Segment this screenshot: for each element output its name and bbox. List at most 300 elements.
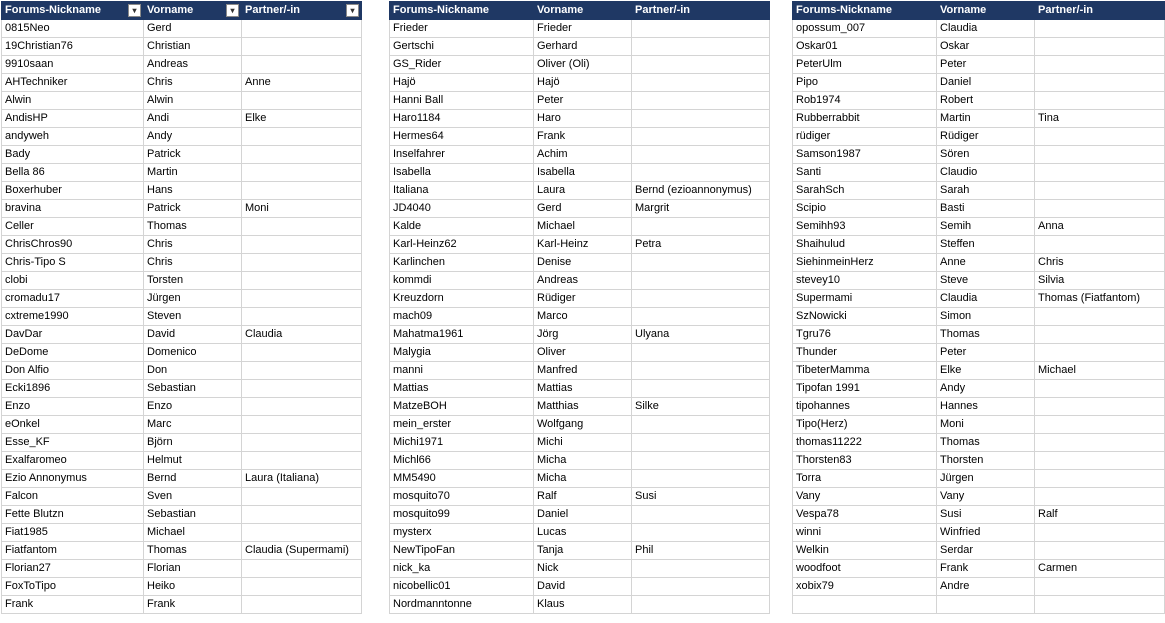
cell-firstname[interactable]: Torsten xyxy=(144,272,242,290)
cell-partner[interactable]: Elke xyxy=(242,110,362,128)
cell-firstname[interactable]: Rüdiger xyxy=(534,290,632,308)
cell-partner[interactable]: Bernd (ezioannonymus) xyxy=(632,182,770,200)
cell-firstname[interactable]: Sven xyxy=(144,488,242,506)
cell-partner[interactable] xyxy=(1035,434,1165,452)
cell-firstname[interactable]: Oliver xyxy=(534,344,632,362)
cell-firstname[interactable]: Haro xyxy=(534,110,632,128)
cell-firstname[interactable]: Elke xyxy=(937,362,1035,380)
cell-partner[interactable] xyxy=(1035,398,1165,416)
cell-firstname[interactable]: Frieder xyxy=(534,20,632,38)
cell-firstname[interactable]: Enzo xyxy=(144,398,242,416)
cell-partner[interactable] xyxy=(1035,578,1165,596)
cell-partner[interactable]: Phil xyxy=(632,542,770,560)
cell-nickname[interactable]: Karl-Heinz62 xyxy=(390,236,534,254)
header-firstname[interactable]: Vorname xyxy=(534,2,632,20)
cell-firstname[interactable]: Sebastian xyxy=(144,506,242,524)
cell-partner[interactable] xyxy=(1035,344,1165,362)
header-nickname[interactable]: Forums-Nickname xyxy=(390,2,534,20)
cell-nickname[interactable]: thomas11222 xyxy=(793,434,937,452)
cell-nickname[interactable]: bravina xyxy=(2,200,144,218)
cell-nickname[interactable]: Esse_KF xyxy=(2,434,144,452)
cell-nickname[interactable]: DeDome xyxy=(2,344,144,362)
cell-firstname[interactable]: Gerd xyxy=(534,200,632,218)
cell-partner[interactable] xyxy=(242,578,362,596)
cell-nickname[interactable]: winni xyxy=(793,524,937,542)
cell-firstname[interactable]: Daniel xyxy=(937,74,1035,92)
cell-partner[interactable] xyxy=(242,182,362,200)
cell-partner[interactable] xyxy=(632,92,770,110)
cell-partner[interactable]: Anna xyxy=(1035,218,1165,236)
cell-partner[interactable]: Silvia xyxy=(1035,272,1165,290)
cell-nickname[interactable]: Tipofan 1991 xyxy=(793,380,937,398)
cell-nickname[interactable]: stevey10 xyxy=(793,272,937,290)
cell-nickname[interactable]: Hermes64 xyxy=(390,128,534,146)
cell-firstname[interactable]: Thomas xyxy=(937,434,1035,452)
cell-partner[interactable] xyxy=(242,254,362,272)
cell-partner[interactable] xyxy=(242,164,362,182)
cell-partner[interactable] xyxy=(242,272,362,290)
cell-nickname[interactable]: cxtreme1990 xyxy=(2,308,144,326)
cell-partner[interactable] xyxy=(1035,164,1165,182)
cell-partner[interactable] xyxy=(1035,542,1165,560)
cell-firstname[interactable]: Matthias xyxy=(534,398,632,416)
cell-partner[interactable] xyxy=(1035,38,1165,56)
cell-nickname[interactable]: GS_Rider xyxy=(390,56,534,74)
cell-partner[interactable]: Michael xyxy=(1035,362,1165,380)
cell-partner[interactable]: Margrit xyxy=(632,200,770,218)
cell-nickname[interactable]: Michl66 xyxy=(390,452,534,470)
cell-partner[interactable] xyxy=(1035,596,1165,614)
cell-firstname[interactable]: Jürgen xyxy=(937,470,1035,488)
cell-nickname[interactable]: nick_ka xyxy=(390,560,534,578)
cell-firstname[interactable]: Martin xyxy=(937,110,1035,128)
cell-partner[interactable]: Carmen xyxy=(1035,560,1165,578)
cell-nickname[interactable]: Oskar01 xyxy=(793,38,937,56)
cell-nickname[interactable]: Mattias xyxy=(390,380,534,398)
cell-firstname[interactable]: David xyxy=(144,326,242,344)
cell-firstname[interactable]: Sarah xyxy=(937,182,1035,200)
cell-firstname[interactable]: Micha xyxy=(534,452,632,470)
cell-partner[interactable] xyxy=(242,146,362,164)
cell-partner[interactable] xyxy=(632,506,770,524)
cell-partner[interactable] xyxy=(242,452,362,470)
cell-nickname[interactable]: Thunder xyxy=(793,344,937,362)
cell-nickname[interactable]: Gertschi xyxy=(390,38,534,56)
cell-partner[interactable]: Claudia xyxy=(242,326,362,344)
cell-firstname[interactable]: Björn xyxy=(144,434,242,452)
cell-firstname[interactable]: Thomas xyxy=(144,218,242,236)
cell-partner[interactable] xyxy=(242,56,362,74)
cell-partner[interactable] xyxy=(1035,182,1165,200)
cell-firstname[interactable]: Hajö xyxy=(534,74,632,92)
cell-nickname[interactable]: Supermami xyxy=(793,290,937,308)
cell-firstname[interactable]: Gerd xyxy=(144,20,242,38)
cell-partner[interactable]: Moni xyxy=(242,200,362,218)
cell-nickname[interactable]: Malygia xyxy=(390,344,534,362)
cell-partner[interactable] xyxy=(632,164,770,182)
cell-partner[interactable] xyxy=(632,272,770,290)
cell-firstname[interactable]: Domenico xyxy=(144,344,242,362)
cell-partner[interactable] xyxy=(632,74,770,92)
cell-nickname[interactable]: SiehinmeinHerz xyxy=(793,254,937,272)
cell-partner[interactable]: Anne xyxy=(242,74,362,92)
cell-firstname[interactable]: Florian xyxy=(144,560,242,578)
cell-nickname[interactable]: Welkin xyxy=(793,542,937,560)
cell-firstname[interactable]: Serdar xyxy=(937,542,1035,560)
cell-nickname[interactable]: Santi xyxy=(793,164,937,182)
cell-nickname[interactable]: Falcon xyxy=(2,488,144,506)
cell-firstname[interactable]: Steffen xyxy=(937,236,1035,254)
cell-firstname[interactable]: Sören xyxy=(937,146,1035,164)
cell-partner[interactable] xyxy=(1035,92,1165,110)
cell-firstname[interactable]: Peter xyxy=(937,56,1035,74)
header-partner[interactable]: Partner/-in xyxy=(632,2,770,20)
cell-firstname[interactable]: David xyxy=(534,578,632,596)
cell-firstname[interactable]: Patrick xyxy=(144,146,242,164)
cell-partner[interactable] xyxy=(632,416,770,434)
cell-nickname[interactable]: Rob1974 xyxy=(793,92,937,110)
cell-partner[interactable] xyxy=(1035,308,1165,326)
cell-nickname[interactable]: Fette Blutzn xyxy=(2,506,144,524)
cell-nickname[interactable]: Kalde xyxy=(390,218,534,236)
cell-firstname[interactable]: Andreas xyxy=(144,56,242,74)
cell-firstname[interactable]: Andi xyxy=(144,110,242,128)
cell-partner[interactable] xyxy=(1035,380,1165,398)
cell-nickname[interactable]: MM5490 xyxy=(390,470,534,488)
cell-partner[interactable] xyxy=(1035,524,1165,542)
cell-partner[interactable] xyxy=(1035,74,1165,92)
cell-partner[interactable] xyxy=(632,362,770,380)
cell-partner[interactable] xyxy=(242,92,362,110)
cell-nickname[interactable]: Vespa78 xyxy=(793,506,937,524)
cell-firstname[interactable]: Jörg xyxy=(534,326,632,344)
cell-partner[interactable] xyxy=(632,344,770,362)
cell-nickname[interactable]: Hajö xyxy=(390,74,534,92)
cell-partner[interactable] xyxy=(1035,416,1165,434)
cell-firstname[interactable]: Andre xyxy=(937,578,1035,596)
cell-partner[interactable] xyxy=(632,128,770,146)
cell-partner[interactable] xyxy=(1035,200,1165,218)
cell-firstname[interactable]: Hans xyxy=(144,182,242,200)
cell-firstname[interactable]: Tanja xyxy=(534,542,632,560)
cell-firstname[interactable]: Mattias xyxy=(534,380,632,398)
cell-nickname[interactable]: eOnkel xyxy=(2,416,144,434)
cell-nickname[interactable]: DavDar xyxy=(2,326,144,344)
header-firstname[interactable] xyxy=(144,2,242,20)
filter-dropdown-icon[interactable]: ▾ xyxy=(346,4,359,17)
cell-nickname[interactable]: Semihh93 xyxy=(793,218,937,236)
cell-nickname[interactable]: rüdiger xyxy=(793,128,937,146)
cell-nickname[interactable]: Isabella xyxy=(390,164,534,182)
cell-firstname[interactable]: Frank xyxy=(937,560,1035,578)
cell-partner[interactable]: Laura (Italiana) xyxy=(242,470,362,488)
cell-partner[interactable] xyxy=(242,398,362,416)
cell-firstname[interactable]: Bernd xyxy=(144,470,242,488)
cell-nickname[interactable]: AndisHP xyxy=(2,110,144,128)
cell-nickname[interactable]: Don Alfio xyxy=(2,362,144,380)
cell-firstname[interactable]: Daniel xyxy=(534,506,632,524)
cell-firstname[interactable]: Hannes xyxy=(937,398,1035,416)
cell-firstname[interactable]: Anne xyxy=(937,254,1035,272)
cell-firstname[interactable]: Vany xyxy=(937,488,1035,506)
cell-partner[interactable] xyxy=(1035,20,1165,38)
cell-nickname[interactable]: mosquito99 xyxy=(390,506,534,524)
cell-firstname[interactable]: Chris xyxy=(144,236,242,254)
cell-nickname[interactable]: 9910saan xyxy=(2,56,144,74)
cell-nickname[interactable]: JD4040 xyxy=(390,200,534,218)
cell-nickname[interactable]: TibeterMamma xyxy=(793,362,937,380)
cell-partner[interactable] xyxy=(1035,146,1165,164)
cell-firstname[interactable]: Rüdiger xyxy=(937,128,1035,146)
cell-partner[interactable] xyxy=(1035,56,1165,74)
sort-filter-icon[interactable]: ▾ xyxy=(128,4,141,17)
header-nickname[interactable]: Forums-Nickname xyxy=(793,2,937,20)
cell-firstname[interactable]: Isabella xyxy=(534,164,632,182)
cell-nickname[interactable]: mosquito70 xyxy=(390,488,534,506)
cell-nickname[interactable]: Torra xyxy=(793,470,937,488)
cell-firstname[interactable]: Martin xyxy=(144,164,242,182)
cell-firstname[interactable]: Steve xyxy=(937,272,1035,290)
cell-firstname[interactable]: Basti xyxy=(937,200,1035,218)
cell-partner[interactable] xyxy=(242,308,362,326)
cell-firstname[interactable]: Manfred xyxy=(534,362,632,380)
header-nickname[interactable] xyxy=(2,2,144,20)
cell-firstname[interactable]: Frank xyxy=(534,128,632,146)
cell-firstname[interactable]: Moni xyxy=(937,416,1035,434)
cell-partner[interactable] xyxy=(632,578,770,596)
cell-partner[interactable] xyxy=(242,380,362,398)
cell-firstname[interactable]: Gerhard xyxy=(534,38,632,56)
cell-partner[interactable] xyxy=(242,290,362,308)
cell-partner[interactable]: Tina xyxy=(1035,110,1165,128)
cell-partner[interactable] xyxy=(632,254,770,272)
cell-partner[interactable]: Petra xyxy=(632,236,770,254)
cell-partner[interactable] xyxy=(1035,470,1165,488)
cell-nickname[interactable]: mein_erster xyxy=(390,416,534,434)
cell-nickname[interactable]: ChrisChros90 xyxy=(2,236,144,254)
cell-partner[interactable] xyxy=(632,20,770,38)
cell-nickname[interactable]: xobix79 xyxy=(793,578,937,596)
cell-nickname[interactable]: Pipo xyxy=(793,74,937,92)
cell-nickname[interactable]: kommdi xyxy=(390,272,534,290)
cell-firstname[interactable]: Peter xyxy=(534,92,632,110)
cell-firstname[interactable]: Peter xyxy=(937,344,1035,362)
cell-nickname[interactable]: 0815Neo xyxy=(2,20,144,38)
cell-firstname[interactable]: Andy xyxy=(144,128,242,146)
cell-nickname[interactable]: Exalfaromeo xyxy=(2,452,144,470)
cell-nickname[interactable]: Ezio Annonymus xyxy=(2,470,144,488)
cell-partner[interactable] xyxy=(632,560,770,578)
cell-nickname[interactable]: manni xyxy=(390,362,534,380)
cell-partner[interactable] xyxy=(242,506,362,524)
cell-firstname[interactable]: Oskar xyxy=(937,38,1035,56)
cell-firstname[interactable]: Oliver (Oli) xyxy=(534,56,632,74)
cell-nickname[interactable]: Boxerhuber xyxy=(2,182,144,200)
cell-firstname[interactable]: Helmut xyxy=(144,452,242,470)
cell-nickname[interactable]: Shaihulud xyxy=(793,236,937,254)
cell-nickname[interactable]: mysterx xyxy=(390,524,534,542)
cell-firstname[interactable]: Karl-Heinz xyxy=(534,236,632,254)
cell-nickname[interactable]: Alwin xyxy=(2,92,144,110)
cell-nickname[interactable]: Celler xyxy=(2,218,144,236)
cell-firstname[interactable]: Marc xyxy=(144,416,242,434)
cell-firstname[interactable]: Micha xyxy=(534,470,632,488)
cell-firstname[interactable]: Marco xyxy=(534,308,632,326)
cell-firstname[interactable]: Wolfgang xyxy=(534,416,632,434)
cell-nickname[interactable]: woodfoot xyxy=(793,560,937,578)
cell-partner[interactable] xyxy=(242,524,362,542)
cell-firstname[interactable]: Claudia xyxy=(937,20,1035,38)
cell-nickname[interactable]: Ecki1896 xyxy=(2,380,144,398)
cell-partner[interactable] xyxy=(632,56,770,74)
header-partner[interactable] xyxy=(242,2,362,20)
cell-firstname[interactable]: Michi xyxy=(534,434,632,452)
cell-firstname[interactable] xyxy=(937,596,1035,614)
cell-partner[interactable] xyxy=(1035,236,1165,254)
cell-nickname[interactable]: Scipio xyxy=(793,200,937,218)
cell-nickname[interactable]: Bady xyxy=(2,146,144,164)
cell-partner[interactable] xyxy=(632,308,770,326)
cell-firstname[interactable]: Heiko xyxy=(144,578,242,596)
cell-partner[interactable] xyxy=(632,434,770,452)
cell-firstname[interactable]: Susi xyxy=(937,506,1035,524)
cell-nickname[interactable]: Rubberrabbit xyxy=(793,110,937,128)
cell-nickname[interactable]: Samson1987 xyxy=(793,146,937,164)
cell-partner[interactable] xyxy=(632,524,770,542)
cell-nickname[interactable]: Nordmanntonne xyxy=(390,596,534,614)
cell-firstname[interactable]: Jürgen xyxy=(144,290,242,308)
cell-partner[interactable] xyxy=(1035,488,1165,506)
cell-partner[interactable] xyxy=(242,434,362,452)
cell-partner[interactable] xyxy=(242,488,362,506)
cell-nickname[interactable]: mach09 xyxy=(390,308,534,326)
cell-partner[interactable]: Silke xyxy=(632,398,770,416)
cell-partner[interactable]: Thomas (Fiatfantom) xyxy=(1035,290,1165,308)
cell-firstname[interactable]: Semih xyxy=(937,218,1035,236)
cell-firstname[interactable]: Claudio xyxy=(937,164,1035,182)
cell-nickname[interactable]: Florian27 xyxy=(2,560,144,578)
cell-partner[interactable] xyxy=(242,38,362,56)
cell-nickname[interactable]: Tipo(Herz) xyxy=(793,416,937,434)
cell-firstname[interactable]: Christian xyxy=(144,38,242,56)
cell-nickname[interactable]: 19Christian76 xyxy=(2,38,144,56)
cell-nickname[interactable]: AHTechniker xyxy=(2,74,144,92)
cell-partner[interactable] xyxy=(242,362,362,380)
cell-partner[interactable] xyxy=(632,470,770,488)
cell-nickname[interactable]: Tgru76 xyxy=(793,326,937,344)
cell-nickname[interactable]: andyweh xyxy=(2,128,144,146)
header-firstname[interactable]: Vorname xyxy=(937,2,1035,20)
cell-partner[interactable] xyxy=(1035,326,1165,344)
cell-nickname[interactable]: Inselfahrer xyxy=(390,146,534,164)
cell-partner[interactable] xyxy=(242,344,362,362)
cell-nickname[interactable]: Chris-Tipo S xyxy=(2,254,144,272)
cell-partner[interactable] xyxy=(632,110,770,128)
cell-partner[interactable] xyxy=(242,236,362,254)
cell-partner[interactable]: Ulyana xyxy=(632,326,770,344)
cell-nickname[interactable]: Thorsten83 xyxy=(793,452,937,470)
cell-firstname[interactable]: Nick xyxy=(534,560,632,578)
cell-firstname[interactable]: Sebastian xyxy=(144,380,242,398)
cell-nickname[interactable]: tipohannes xyxy=(793,398,937,416)
cell-nickname[interactable]: Italiana xyxy=(390,182,534,200)
cell-partner[interactable] xyxy=(632,452,770,470)
cell-nickname[interactable]: opossum_007 xyxy=(793,20,937,38)
cell-firstname[interactable]: Chris xyxy=(144,74,242,92)
cell-nickname[interactable] xyxy=(793,596,937,614)
cell-nickname[interactable]: Mahatma1961 xyxy=(390,326,534,344)
cell-nickname[interactable]: Hanni Ball xyxy=(390,92,534,110)
cell-firstname[interactable]: Klaus xyxy=(534,596,632,614)
cell-nickname[interactable]: Frank xyxy=(2,596,144,614)
cell-firstname[interactable]: Ralf xyxy=(534,488,632,506)
cell-firstname[interactable]: Chris xyxy=(144,254,242,272)
cell-nickname[interactable]: FoxToTipo xyxy=(2,578,144,596)
cell-nickname[interactable]: SarahSch xyxy=(793,182,937,200)
cell-nickname[interactable]: Fiat1985 xyxy=(2,524,144,542)
cell-nickname[interactable]: Michi1971 xyxy=(390,434,534,452)
cell-partner[interactable] xyxy=(632,146,770,164)
cell-firstname[interactable]: Andy xyxy=(937,380,1035,398)
cell-nickname[interactable]: Kreuzdorn xyxy=(390,290,534,308)
cell-firstname[interactable]: Thomas xyxy=(937,326,1035,344)
cell-firstname[interactable]: Alwin xyxy=(144,92,242,110)
cell-firstname[interactable]: Thomas xyxy=(144,542,242,560)
cell-partner[interactable] xyxy=(242,596,362,614)
cell-nickname[interactable]: Bella 86 xyxy=(2,164,144,182)
cell-firstname[interactable]: Frank xyxy=(144,596,242,614)
cell-partner[interactable] xyxy=(242,416,362,434)
cell-firstname[interactable]: Denise xyxy=(534,254,632,272)
cell-firstname[interactable]: Michael xyxy=(144,524,242,542)
cell-firstname[interactable]: Achim xyxy=(534,146,632,164)
cell-firstname[interactable]: Lucas xyxy=(534,524,632,542)
cell-partner[interactable] xyxy=(632,290,770,308)
cell-nickname[interactable]: SzNowicki xyxy=(793,308,937,326)
cell-firstname[interactable]: Claudia xyxy=(937,290,1035,308)
cell-firstname[interactable]: Don xyxy=(144,362,242,380)
cell-firstname[interactable]: Winfried xyxy=(937,524,1035,542)
cell-nickname[interactable]: MatzeBOH xyxy=(390,398,534,416)
cell-firstname[interactable]: Simon xyxy=(937,308,1035,326)
cell-partner[interactable]: Chris xyxy=(1035,254,1165,272)
cell-firstname[interactable]: Andreas xyxy=(534,272,632,290)
cell-firstname[interactable]: Michael xyxy=(534,218,632,236)
cell-firstname[interactable]: Thorsten xyxy=(937,452,1035,470)
cell-nickname[interactable]: clobi xyxy=(2,272,144,290)
cell-partner[interactable] xyxy=(242,218,362,236)
cell-partner[interactable] xyxy=(632,596,770,614)
cell-firstname[interactable]: Steven xyxy=(144,308,242,326)
cell-nickname[interactable]: Haro1184 xyxy=(390,110,534,128)
cell-partner[interactable] xyxy=(242,560,362,578)
cell-partner[interactable]: Ralf xyxy=(1035,506,1165,524)
cell-nickname[interactable]: cromadu17 xyxy=(2,290,144,308)
cell-nickname[interactable]: PeterUlm xyxy=(793,56,937,74)
cell-partner[interactable] xyxy=(632,218,770,236)
cell-nickname[interactable]: Karlinchen xyxy=(390,254,534,272)
cell-firstname[interactable]: Patrick xyxy=(144,200,242,218)
cell-partner[interactable] xyxy=(632,380,770,398)
cell-nickname[interactable]: Vany xyxy=(793,488,937,506)
cell-nickname[interactable]: Fiatfantom xyxy=(2,542,144,560)
cell-partner[interactable] xyxy=(242,20,362,38)
cell-partner[interactable] xyxy=(242,128,362,146)
cell-partner[interactable] xyxy=(632,38,770,56)
cell-nickname[interactable]: Enzo xyxy=(2,398,144,416)
cell-nickname[interactable]: nicobellic01 xyxy=(390,578,534,596)
cell-nickname[interactable]: Frieder xyxy=(390,20,534,38)
